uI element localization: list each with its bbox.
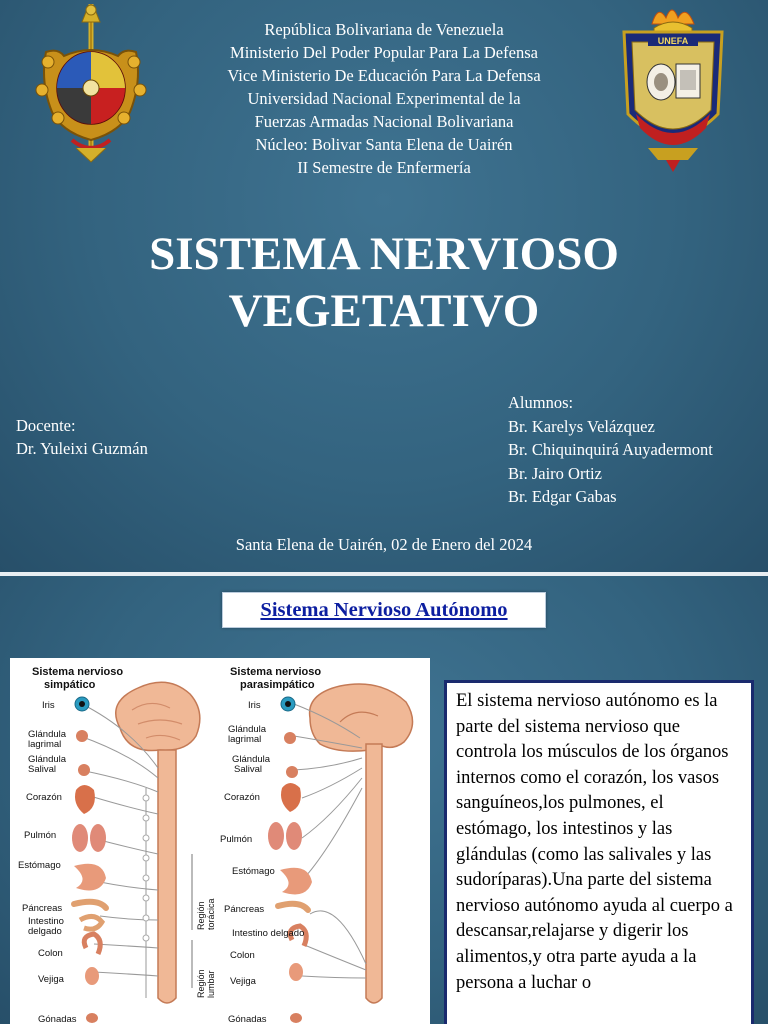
header-line: Vice Ministerio De Educación Para La Defensa [227,66,541,85]
organ-label: Intestino [28,916,64,927]
organ-label: Glándula [232,754,271,765]
colon-icon [84,934,100,954]
organ-label: Colon [230,950,255,961]
organ-label: Vejiga [230,976,256,987]
gonads-icon [86,1013,98,1023]
content-slide [0,576,768,1024]
organ-label: lagrimal [228,734,262,745]
parasympathetic-title-line2: parasimpático [240,679,315,691]
student-name: Br. Edgar Gabas [508,487,617,506]
spinal-cord-sympathetic [158,750,176,1003]
lacrimal-gland-icon [284,732,296,744]
organ-label: Glándula [28,729,67,740]
pancreas-icon [74,902,106,908]
organ-label: Páncreas [22,903,63,914]
student-name: Br. Karelys Velázquez [508,416,655,436]
stomach-icon [74,864,106,891]
header-line: Núcleo: Bolivar Santa Elena de Uairén [255,135,513,154]
thoracic-region-label-1: Región [196,901,206,930]
bladder-icon [289,963,303,981]
lung-icon [72,824,88,852]
slide-heading [222,592,546,628]
student-name: Br. Chiquinquirá Auyadermont [508,440,713,459]
spinal-cord-parasympathetic [366,744,382,1003]
teacher-label: Docente: [16,416,76,435]
lacrimal-gland-icon [76,730,88,742]
heart-icon [75,785,95,814]
lumbar-region-label-2: lumbar [206,970,216,998]
organ-label: Pulmón [24,830,57,841]
organ-label: Iris [42,700,55,711]
organ-label: Iris [248,700,261,711]
sympathetic-title-line1: Sistema nervioso [32,666,124,678]
organ-label: Glándula [28,754,67,765]
presentation-title [0,226,768,340]
lumbar-region-label-1: Región [196,969,206,998]
military-crest-logo [32,0,150,166]
organ-label: Corazón [224,792,260,803]
organ-label: Estómago [18,860,61,871]
organ-label: Colon [38,948,63,959]
title-line-2: VEGETATIVO [228,285,540,337]
intestine-icon [80,916,102,929]
students-label: Alumnos: [508,393,574,412]
sympathetic-title-line2: simpático [44,679,96,691]
pancreas-icon [278,904,308,910]
date-line: Santa Elena de Uairén, 02 de Enero del 2024 [235,535,533,554]
organ-label: Intestino delgado [232,928,305,939]
student-name: Br. Jairo Ortiz [508,463,602,483]
header-line: Ministerio Del Poder Popular Para La Defensa [230,43,538,62]
unefa-logo-label: UNEFA [657,36,689,46]
description-box [444,680,754,1024]
organ-label: delgado [28,926,62,937]
slide-heading-text: Sistema Nervioso Autónomo [260,599,508,621]
organ-label: Gónadas [228,1014,267,1024]
organ-label: Salival [28,764,56,775]
unefa-logo [614,2,732,174]
header-line: II Semestre de Enfermería [297,158,471,177]
salivary-gland-icon [286,766,298,778]
header-line: Universidad Nacional Experimental de la [247,89,521,108]
organ-label: Páncreas [224,904,265,915]
brain-shape-sympathetic [116,682,200,750]
header-line: Fuerzas Armadas Nacional Bolivariana [254,112,514,131]
teacher-block [16,414,148,460]
description-text: El sistema nervioso autónomo es la parte del sistema nervioso que controla los músculos de los órganos internos como el corazón, los vasos sanguíneos,los pulmones, el estómago, los intestinos y las glándulas (como las salivales y las sudoríparas).Una parte del sistema nervioso autónomo ayuda al cuerpo a descansar,relajarse y digerir los alimentos,y otra parte ayuda a la persona a luchar o [456,691,733,993]
organ-label: Glándula [228,724,267,735]
heart-icon [281,783,301,812]
organ-label: Vejiga [38,974,64,985]
nervous-system-diagram [10,658,430,1024]
header-line: República Bolivariana de Venezuela [264,20,504,39]
organ-label: Gónadas [38,1014,77,1024]
organ-label: Corazón [26,792,62,803]
title-line-1: SISTEMA NERVIOSO [149,228,619,280]
organ-label: Salival [234,764,262,775]
organ-label: lagrimal [28,739,62,750]
organ-label: Estómago [232,866,275,877]
bladder-icon [85,967,99,985]
autonomic-diagram-figure [10,658,430,1024]
teacher-name: Dr. Yuleixi Guzmán [16,439,148,458]
salivary-gland-icon [78,764,90,776]
stomach-icon [280,868,312,895]
thoracic-region-label-2: torácica [206,898,216,930]
organ-label: Pulmón [220,834,253,845]
students-block [508,391,713,509]
lung-icon [268,822,284,850]
parasympathetic-title-line1: Sistema nervioso [230,666,322,678]
gonads-icon [290,1013,302,1023]
institution-header [150,18,618,179]
